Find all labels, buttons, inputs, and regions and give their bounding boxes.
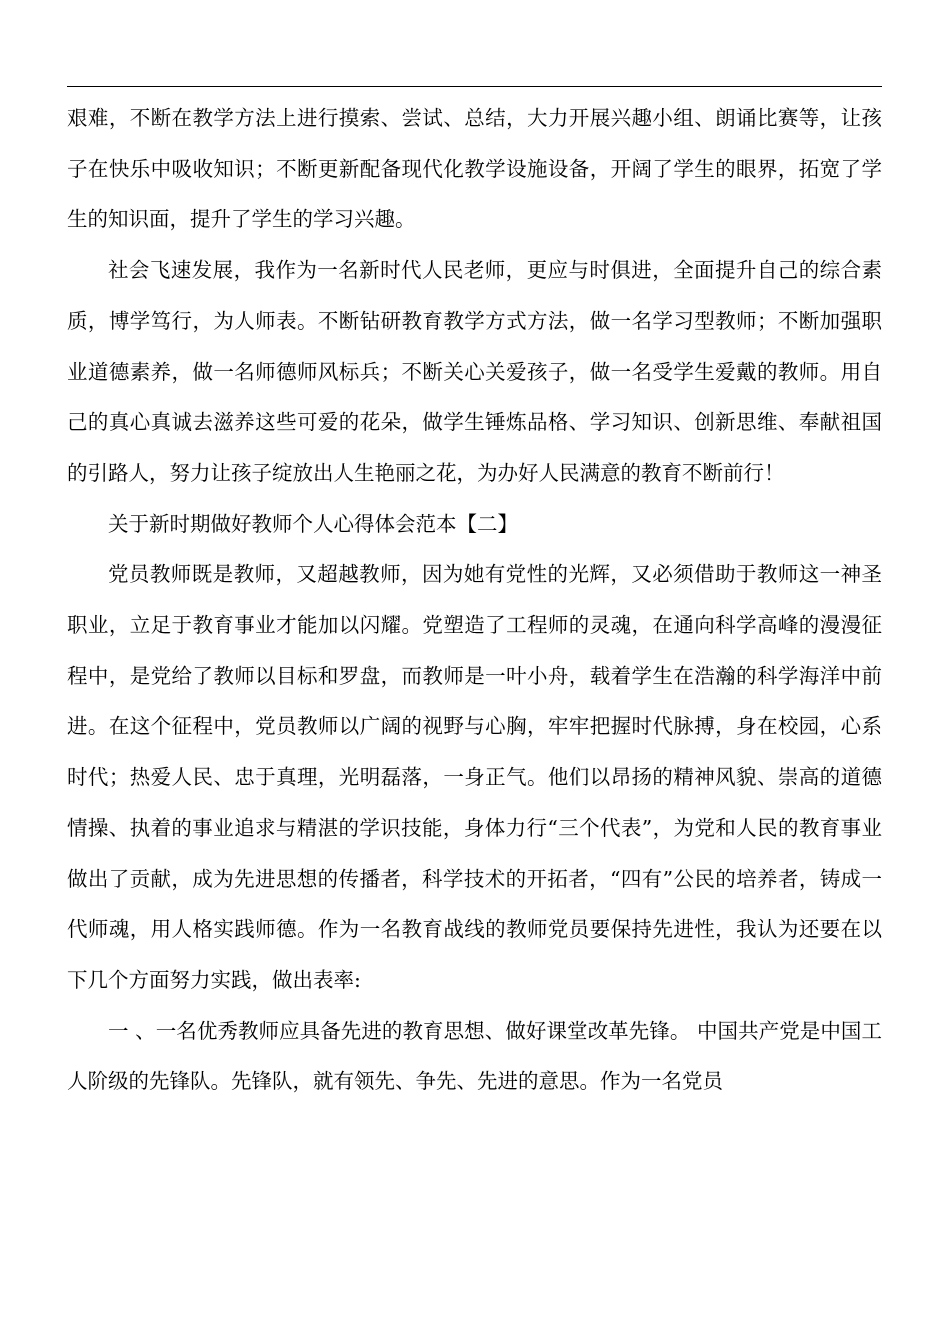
paragraph-point-one: 一 、一名优秀教师应具备先进的教育思想、做好课堂改革先锋。 中国共产党是中国工人阶级的先锋队。先锋队，就有领先、争先、先进的意思。作为一名党员 [67,1018,882,1094]
paragraph-party-teacher: 党员教师既是教师，又超越教师，因为她有党性的光辉，又必须借助于教师这一神圣职业，立足于教育事业才能加以闪耀。党塑造了工程师的灵魂，在通向科学高峰的漫漫征程中，是党给了教师以目标和罗盘，而教师是一叶小舟，载着学生在浩瀚的科学海洋中前进。在这个征程中，党员教师以广阔的视野与心胸，牢牢把握时代脉搏，身在校园，心系时代；热爱人民、忠于真理，光明磊落，一身正气。他们以昂扬的精神风貌、崇高的道德情操、执着的事业追求与精湛的学识技能，身体力行“三个代表”，为党和人民的教育事业做出了贡献，成为先进思想的传播者，科学技术的开拓者，“四有”公民的培养者，铸成一代师魂，用人格实践师德。作为一名教育战线的教师党员要保持先进性，我认为还要在以下几个方面努力实践，做出表率: [67,562,882,992]
paragraph-era-teacher: 社会飞速发展，我作为一名新时代人民老师，更应与时俱进，全面提升自己的综合素质，博学笃行，为人师表。不断钻研教育教学方式方法，做一名学习型教师；不断加强职业道德素养，做一名师德师风标兵；不断关心关爱孩子，做一名受学生爱戴的教师。用自己的真心真诚去滋养这些可爱的花朵，做学生锤炼品格、学习知识、创新思维、奉献祖国的引路人，努力让孩子绽放出人生艳丽之花，为办好人民满意的教育不断前行！ [67,258,882,485]
paragraph-continuation: 艰难，不断在教学方法上进行摸索、尝试、总结，大力开展兴趣小组、朗诵比赛等，让孩子在快乐中吸收知识；不断更新配备现代化教学设施设备，开阔了学生的眼界，拓宽了学生的知识面，提升了学生的学习兴趣。 [67,106,882,232]
document-body [67,93,882,1107]
header-rule [67,86,882,87]
section-heading: 关于新时期做好教师个人心得体会范本【二】 [108,511,518,536]
